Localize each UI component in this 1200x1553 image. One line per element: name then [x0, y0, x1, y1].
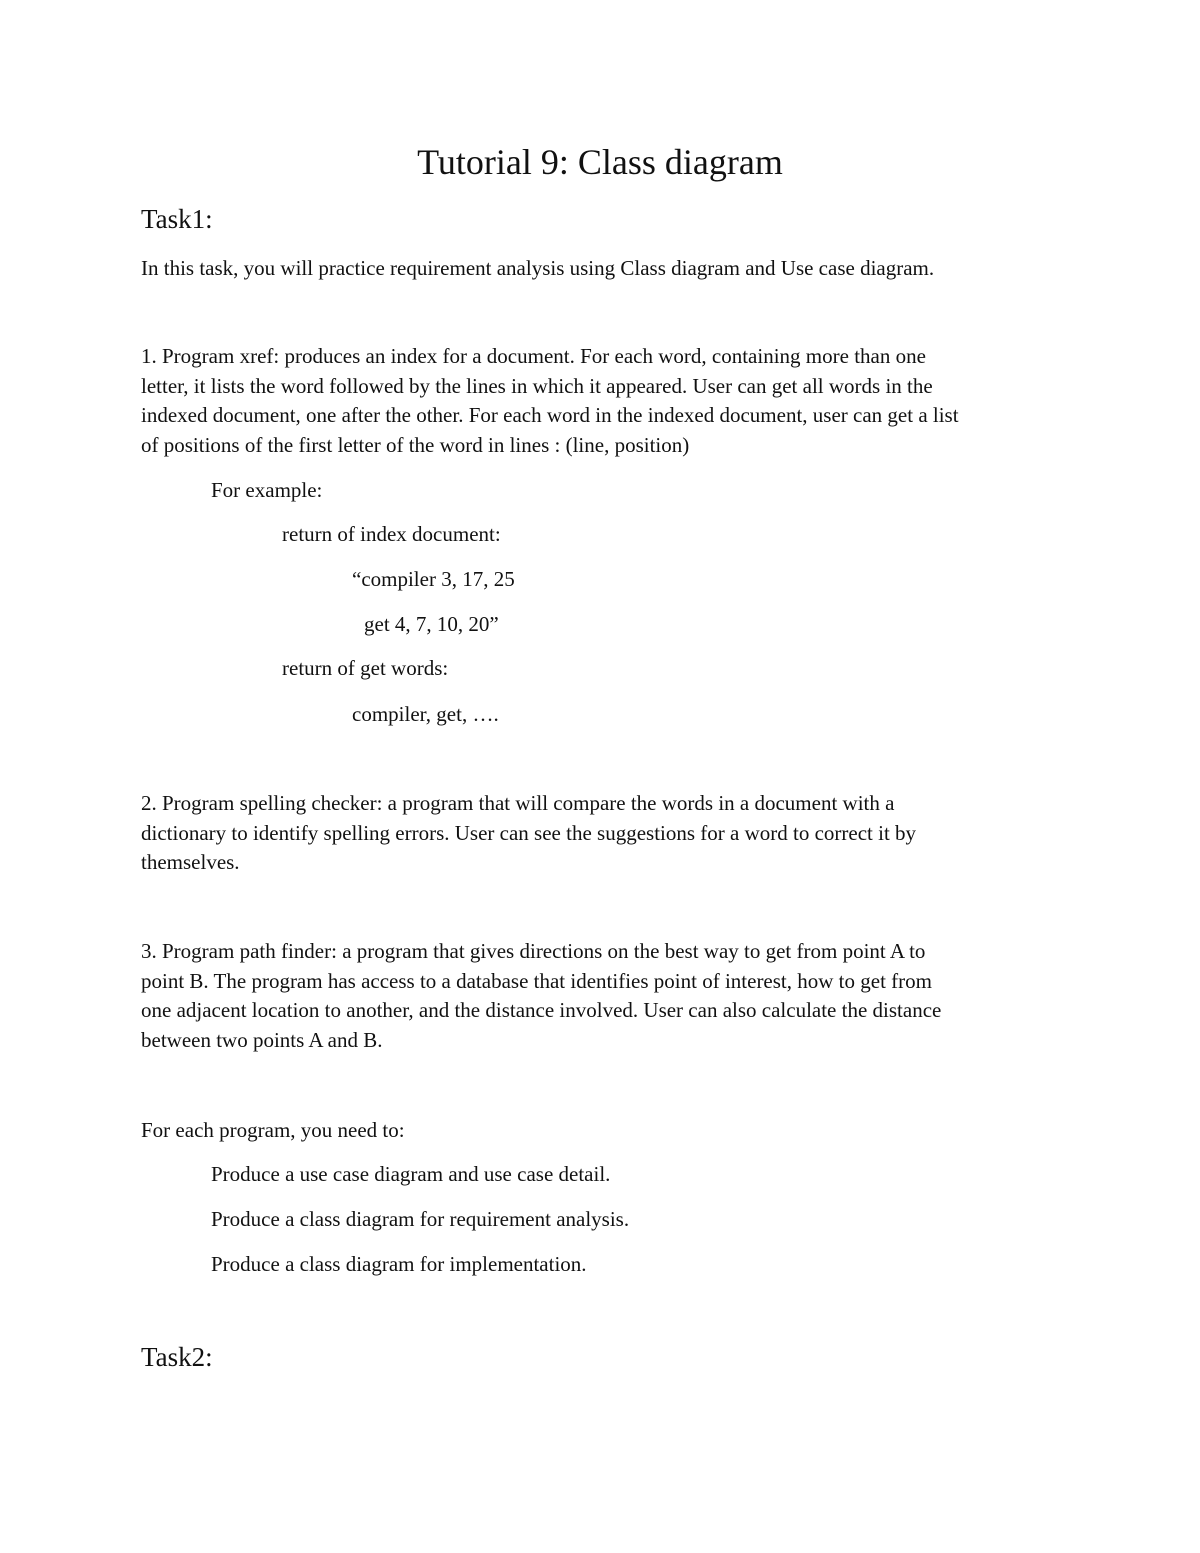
program1-line: of positions of the first letter of the word in lines : (line, position): [141, 432, 690, 457]
program1-description: [141, 342, 1071, 460]
task1-heading: Task1:: [141, 204, 213, 234]
program1-line: letter, it lists the word followed by the lines in which it appeared. User can get all words in the: [141, 373, 933, 398]
return-index-label: return of index document:: [282, 522, 501, 546]
program2-line: themselves.: [141, 850, 240, 874]
index-example-line: “compiler 3, 17, 25: [352, 567, 515, 591]
words-example-line: compiler, get, ….: [352, 702, 499, 726]
program3-line: 3. Program path finder: a program that gives directions on the best way to get from point A to: [141, 939, 926, 963]
program2-line: 2. Program spelling checker: a program that will compare the words in a document with a: [141, 791, 895, 815]
page-title: Tutorial 9: Class diagram: [417, 142, 783, 182]
index-example-line: get 4, 7, 10, 20”: [364, 612, 499, 636]
requirement-item: Produce a use case diagram and use case detail.: [211, 1162, 611, 1186]
requirements-intro: For each program, you need to:: [141, 1118, 405, 1142]
requirement-item: Produce a class diagram for requirement analysis.: [211, 1207, 630, 1231]
task1-intro: In this task, you will practice requirement analysis using Class diagram and Use case diagram.: [141, 256, 935, 280]
program3-line: point B. The program has access to a database that identifies point of interest, how to get from: [141, 968, 932, 993]
requirement-item: Produce a class diagram for implementation.: [211, 1252, 587, 1276]
program3-description: [141, 937, 1071, 1055]
program3-line: between two points A and B.: [141, 1027, 383, 1052]
program2-line: dictionary to identify spelling errors. User can see the suggestions for a word to correct it by: [141, 820, 917, 845]
program1-line: indexed document, one after the other. For each word in the indexed document, user can get a list: [141, 403, 959, 427]
example-label: For example:: [211, 478, 323, 502]
return-words-label: return of get words:: [282, 656, 449, 680]
program1-line: 1. Program xref: produces an index for a document. For each word, containing more than one: [141, 344, 926, 368]
program3-line: one adjacent location to another, and the distance involved. User can also calculate the distance: [141, 998, 942, 1022]
program2-description: [141, 789, 1071, 878]
task2-heading: Task2:: [141, 1342, 213, 1372]
